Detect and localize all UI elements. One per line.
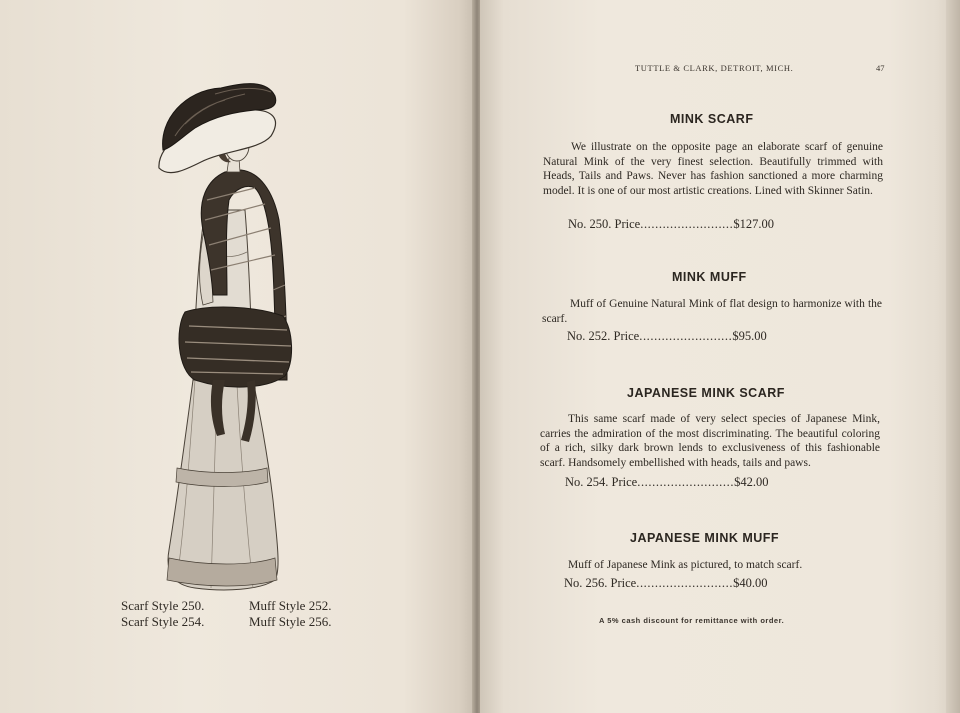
section-title-mink-scarf: MINK SCARF: [670, 112, 754, 126]
price-label: No. 256. Price: [564, 576, 637, 590]
caption-scarf-254: Scarf Style 254.: [121, 614, 205, 629]
caption-muff-column: [249, 598, 331, 630]
price-label: No. 250. Price: [568, 217, 641, 231]
section-title-japanese-mink-scarf: JAPANESE MINK SCARF: [627, 386, 785, 400]
price-line-250: No. 250. Price.........................$127.00: [568, 217, 774, 231]
right-page: [480, 0, 960, 713]
price-value: $42.00: [734, 475, 769, 489]
section-body-mink-muff: Muff of Genuine Natural Mink of flat design to harmonize with the scarf.: [542, 298, 882, 325]
section-body-mink-scarf: We illustrate on the opposite page an elaborate scarf of genuine Natural Mink of the very finest selection. Beautifully trimmed with Heads, Tails and Paws. Never has fashion sanctioned a more charming model. It is one of our most artistic creations. Lined with Skinner Satin.: [543, 141, 883, 197]
section-body-japanese-mink-muff: Muff of Japanese Mink as pictured, to match scarf.: [568, 559, 803, 571]
price-line-256: No. 256. Price..........................$40.00: [564, 576, 768, 590]
fashion-illustration: [155, 80, 305, 592]
discount-note: A 5% cash discount for remittance with order.: [599, 616, 785, 625]
price-label: No. 252. Price: [567, 329, 640, 343]
running-head: TUTTLE & CLARK, DETROIT, MICH.: [635, 63, 794, 73]
price-line-252: No. 252. Price.........................$95.00: [567, 329, 767, 343]
caption-muff-252: Muff Style 252.: [249, 598, 332, 613]
price-value: $127.00: [733, 217, 774, 231]
price-label: No. 254. Price: [565, 475, 638, 489]
section-title-japanese-mink-muff: JAPANESE MINK MUFF: [630, 531, 780, 545]
page-number: 47: [876, 63, 885, 73]
section-title-mink-muff: MINK MUFF: [672, 270, 747, 284]
caption-scarf-column: [121, 598, 204, 630]
mink-muff: [179, 307, 292, 387]
left-page: [0, 0, 474, 713]
page-edge: [946, 0, 960, 713]
caption-scarf-250: Scarf Style 250.: [121, 598, 205, 613]
price-line-254: No. 254. Price..........................$42.00: [565, 475, 769, 489]
caption-muff-256: Muff Style 256.: [249, 614, 332, 629]
price-value: $95.00: [732, 329, 767, 343]
price-value: $40.00: [733, 576, 768, 590]
section-body-japanese-mink-scarf: This same scarf made of very select species of Japanese Mink, carries the admiration of the most discriminating. The beautiful coloring of a rich, silky dark brown lends to exclusiveness of this fashionable scarf. Handsomely embellished with heads, tails and paws.: [540, 413, 880, 469]
